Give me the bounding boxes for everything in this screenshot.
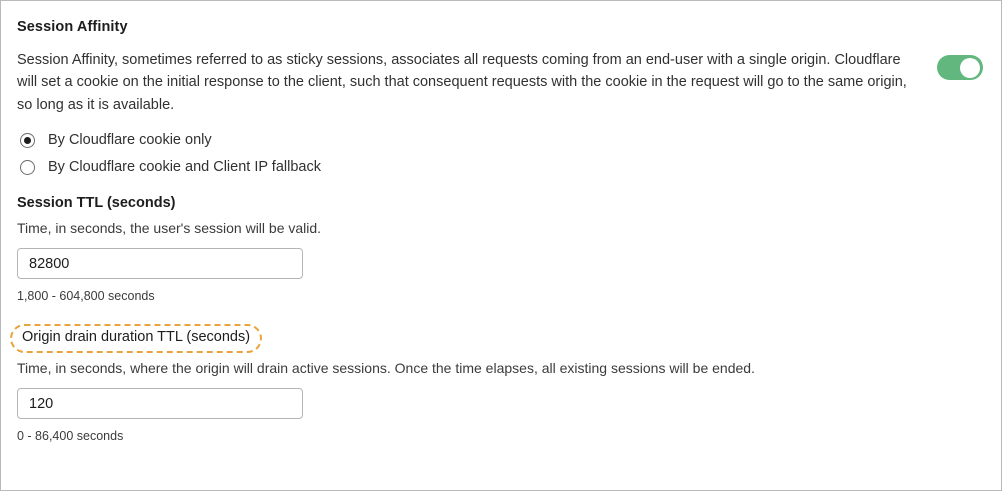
toggle-knob [960,58,980,78]
radio-option-cookie-only[interactable] [17,132,983,148]
panel-body [1,1,1001,490]
origin-drain-ttl-label: Origin drain duration TTL (seconds) [10,324,262,353]
session-affinity-toggle[interactable] [937,55,983,80]
radio-icon[interactable] [20,133,35,148]
page-title: Session Affinity [17,19,128,35]
session-ttl-label: Session TTL (seconds) [17,195,176,212]
radio-icon[interactable] [20,160,35,175]
section-description: Session Affinity, sometimes referred to as sticky sessions, associates all requests coming from an end-user with a single origin. Cloudflare will set a cookie on the initial response to the client, such that consequent requests with the cookie in the request will go to the same origin, so long as it is available. [17,52,907,113]
origin-drain-ttl-range: 0 - 86,400 seconds [17,429,124,444]
origin-drain-ttl-input[interactable] [17,388,303,419]
radio-label: By Cloudflare cookie and Client IP fallback [48,159,321,176]
session-ttl-range: 1,800 - 604,800 seconds [17,289,155,304]
session-ttl-input[interactable] [17,248,303,279]
session-ttl-help: Time, in seconds, the user's session will be valid. [17,220,322,237]
radio-label: By Cloudflare cookie only [48,132,212,149]
origin-drain-ttl-help: Time, in seconds, where the origin will drain active sessions. Once the time elapses, all existing sessions will be ended. [17,360,755,377]
radio-option-cookie-and-ip[interactable] [17,159,983,175]
